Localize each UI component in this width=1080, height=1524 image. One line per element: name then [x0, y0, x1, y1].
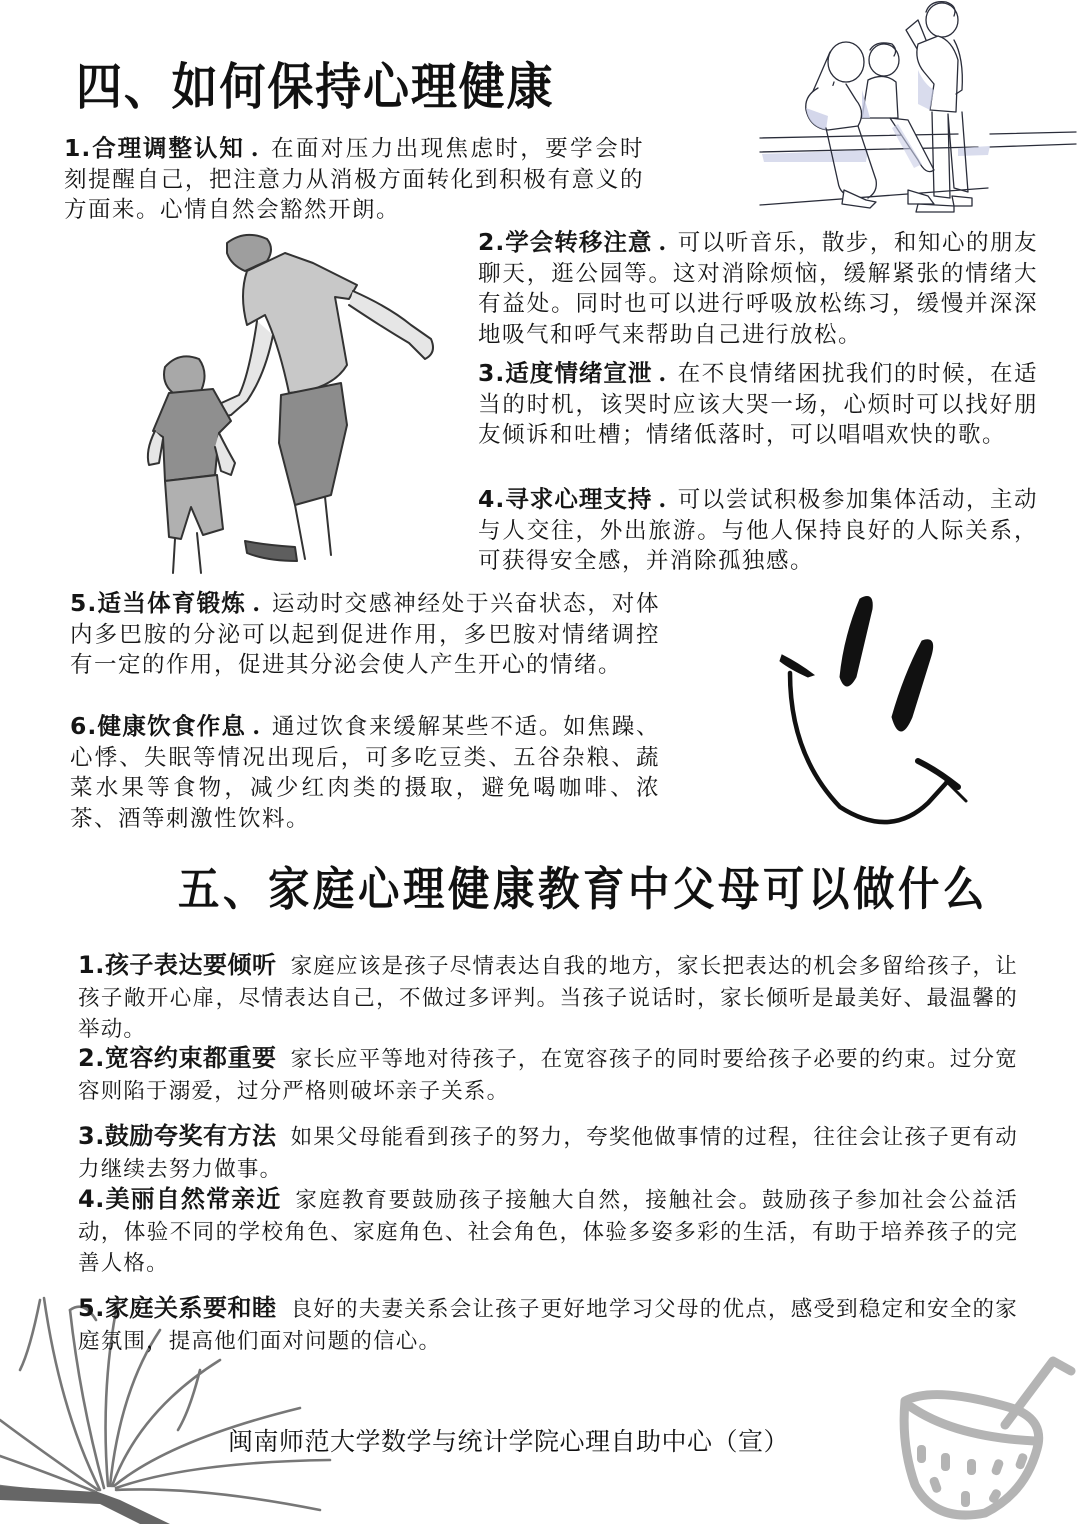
item-heading: 3.适度情绪宣泄: [478, 359, 653, 387]
section-4-item-2: [478, 227, 1038, 350]
item-separator: .: [658, 487, 668, 513]
item-heading: 5.家庭关系要和睦: [78, 1294, 277, 1322]
section-5-item-5: [78, 1293, 1018, 1357]
item-heading: 1.孩子表达要倾听: [78, 951, 277, 979]
item-heading: 3.鼓励夸奖有方法: [78, 1122, 277, 1150]
item-separator: .: [250, 136, 261, 162]
item-heading: 6.健康饮食作息: [70, 712, 247, 740]
section-5-item-2: [78, 1043, 1018, 1107]
item-body: 良好的夫妻关系会让孩子更好地学习父母的优点，感受到稳定和安全的家庭氛围，提高他们面对问题的信心。: [78, 1297, 1018, 1354]
section-4-item-5: [70, 588, 660, 681]
item-separator: .: [658, 361, 668, 387]
father-son-illustration: [135, 225, 455, 575]
item-heading: 5.适当体育锻炼: [70, 589, 247, 617]
item-separator: .: [252, 714, 262, 740]
item-separator: .: [658, 230, 668, 256]
item-body: 在面对压力出现焦虑时，要学会时刻提醒自己，把注意力从消极方面转化到积极有意义的方面来。心情自然会豁然开朗。: [64, 136, 644, 223]
item-body: 运动时交感神经处于兴奋状态，对体内多巴胺的分泌可以起到促进作用，多巴胺对情绪调控有一定的作用，促进其分泌会使人产生开心的情绪。: [70, 591, 660, 678]
item-heading: 2.学会转移注意: [478, 228, 653, 256]
section-4-item-3: [478, 358, 1038, 451]
item-heading: 4.寻求心理支持: [478, 485, 653, 513]
item-heading: 4.美丽自然常亲近: [78, 1185, 282, 1213]
footer-credit: 闽南师范大学数学与统计学院心理自助中心（宣）: [228, 1427, 790, 1456]
section-4-item-1: [64, 133, 644, 226]
item-body: 家长应平等地对待孩子，在宽容孩子的同时要给孩子必要的约束。过分宽容则陷于溺爱，过分严格则破坏亲子关系。: [78, 1047, 1018, 1104]
item-body: 家庭应该是孩子尽情表达自我的地方，家长把表达的机会多留给孩子，让孩子敞开心扉，尽情表达自己，不做过多评判。当孩子说话时，家长倾听是最美好、最温馨的举动。: [78, 954, 1018, 1042]
students-reading-illustration: [758, 0, 1078, 220]
item-heading: 2.宽容约束都重要: [78, 1044, 277, 1072]
item-body: 可以听音乐，散步，和知心的朋友聊天，逛公园等。这对消除烦恼，缓解紧张的情绪大有益处。同时也可以进行呼吸放松练习，缓慢并深深地吸气和呼气来帮助自己进行放松。: [478, 230, 1038, 348]
section-5-item-1: [78, 950, 1018, 1046]
item-separator: .: [252, 591, 262, 617]
section-5-item-4: [78, 1184, 1018, 1280]
item-body: 在不良情绪困扰我们的时候，在适当的时机，该哭时应该大哭一场，心烦时可以找好朋友倾诉和吐槽；情绪低落时，可以唱唱欢快的歌。: [478, 361, 1038, 448]
coconut-drink-icon: [895, 1345, 1080, 1524]
item-heading: 1.合理调整认知: [64, 134, 245, 162]
section-4-item-6: [70, 711, 660, 834]
item-body: 可以尝试积极参加集体活动，主动与人交往，外出旅游。与他人保持良好的人际关系，可获得安全感，并消除孤独感。: [478, 487, 1038, 574]
section-4-item-4: [478, 484, 1038, 577]
item-body: 家庭教育要鼓励孩子接触大自然，接触社会。鼓励孩子参加社会公益活动，体验不同的学校角色、家庭角色、社会角色，体验多姿多彩的生活，有助于培养孩子的完善人格。: [78, 1188, 1018, 1276]
item-body: 如果父母能看到孩子的努力，夸奖他做事情的过程，往往会让孩子更有动力继续去努力做事。: [78, 1125, 1018, 1182]
smiley-face-illustration: [760, 585, 990, 835]
section-5-title: 五、家庭心理健康教育中父母可以做什么: [178, 862, 988, 916]
section-5-item-3: [78, 1121, 1018, 1185]
item-body: 通过饮食来缓解某些不适。如焦躁、心悸、失眠等情况出现后，可多吃豆类、五谷杂粮、蔬菜水果等食物，减少红肉类的摄取，避免喝咖啡、浓茶、酒等刺激性饮料。: [70, 714, 660, 832]
section-4-title: 四、如何保持心理健康: [76, 58, 555, 116]
